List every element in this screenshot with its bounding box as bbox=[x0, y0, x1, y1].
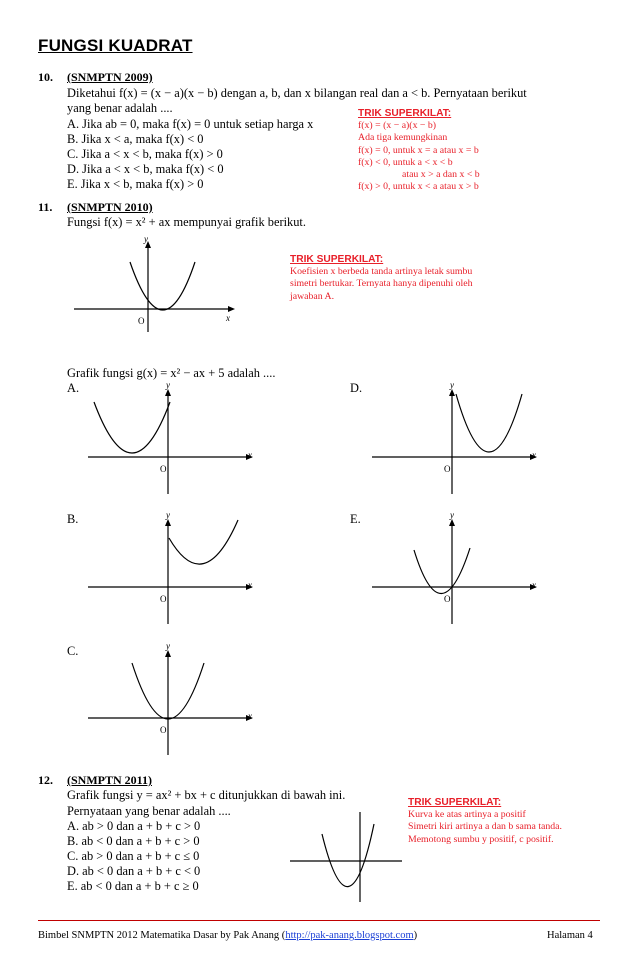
q12-trick-line: Memotong sumbu y positif, c positif. bbox=[408, 833, 554, 845]
origin-label: O bbox=[160, 464, 167, 474]
q10-trick-box bbox=[358, 108, 480, 193]
q10-option-e: E. Jika x < b, maka f(x) > 0 bbox=[67, 177, 204, 191]
q11-option-a-label: A. bbox=[67, 381, 80, 395]
q11-trick-box bbox=[290, 254, 473, 303]
footer-credit: Bimbel SNMPTN 2012 Matematika Dasar by Pak Anang ( bbox=[38, 930, 286, 941]
q10-option-c: C. Jika a < x < b, maka f(x) > 0 bbox=[67, 147, 223, 161]
q12-trick-heading: TRIK SUPERKILAT: bbox=[408, 797, 502, 808]
q12-number: 12. bbox=[38, 773, 53, 787]
q10-stem-line1: Diketahui f(x) = (x − a)(x − b) dengan a, b, dan x bilangan real dan a < b. Pernyataan berikut bbox=[67, 86, 527, 100]
q11-trick-line: Koefisien x berbeda tanda artinya letak sumbu bbox=[290, 266, 473, 278]
q11-option-d-label: D. bbox=[350, 381, 363, 395]
q10-trick-line: f(x) = (x − a)(x − b) bbox=[358, 120, 437, 132]
page-number: Halaman 4 bbox=[547, 930, 593, 941]
q11-stem: Fungsi f(x) = x² + ax mempunyai grafik berikut. bbox=[67, 215, 306, 229]
parabola-curve bbox=[130, 262, 195, 310]
q10-stem-line2: yang benar adalah .... bbox=[67, 101, 173, 115]
q12-source: (SNMPTN 2011) bbox=[67, 773, 152, 787]
q10-trick-line: Ada tiga kemungkinan bbox=[358, 132, 448, 144]
q11-option-b-label: B. bbox=[67, 512, 79, 526]
q10-trick-heading: TRIK SUPERKILAT: bbox=[358, 108, 452, 119]
q12-trick-box bbox=[408, 797, 562, 846]
q10-trick-line: f(x) < 0, untuk a < x < b bbox=[358, 156, 453, 168]
q12-trick-line: Simetri kiri artinya a dan b sama tanda. bbox=[408, 821, 562, 833]
graph-option-e bbox=[372, 512, 542, 624]
q11-number: 11. bbox=[38, 200, 53, 214]
q12-option-d: D. ab < 0 dan a + b + c < 0 bbox=[67, 864, 201, 878]
y-label: y bbox=[166, 380, 170, 390]
graph-option-b bbox=[88, 512, 258, 624]
q11-option-c-label: C. bbox=[67, 644, 79, 658]
y-label: y bbox=[450, 510, 454, 520]
origin-label: O bbox=[444, 594, 451, 604]
q10-option-b: B. Jika x < a, maka f(x) < 0 bbox=[67, 132, 204, 146]
q10-trick-line: f(x) = 0, untuk x = a atau x = b bbox=[358, 144, 479, 156]
q11-trick-heading: TRIK SUPERKILAT: bbox=[290, 254, 384, 265]
origin-label: O bbox=[138, 316, 145, 326]
q10-option-a: A. Jika ab = 0, maka f(x) = 0 untuk setiap harga x bbox=[67, 117, 314, 131]
q12-option-c: C. ab > 0 dan a + b + c ≤ 0 bbox=[67, 849, 200, 863]
y-label: y bbox=[450, 380, 454, 390]
y-label: y bbox=[166, 510, 170, 520]
q12-option-a: A. ab > 0 dan a + b + c > 0 bbox=[67, 819, 201, 833]
q12-stem-line1: Grafik fungsi y = ax² + bx + c ditunjukkan di bawah ini. bbox=[67, 788, 346, 802]
footer-link[interactable]: http://pak-anang.blogspot.com bbox=[285, 930, 414, 941]
origin-label: O bbox=[444, 464, 451, 474]
q10-number: 10. bbox=[38, 70, 53, 84]
x-label: x bbox=[248, 711, 252, 721]
graph-option-c bbox=[88, 643, 258, 755]
footer-credit-end: ) bbox=[413, 930, 418, 941]
x-label: x bbox=[226, 313, 230, 323]
origin-label: O bbox=[160, 594, 167, 604]
graph-f bbox=[60, 232, 240, 332]
graph-option-a bbox=[88, 382, 258, 494]
q11-option-e-label: E. bbox=[350, 512, 361, 526]
q12-stem-line2: Pernyataan yang benar adalah .... bbox=[67, 804, 231, 818]
q10-trick-line: atau x > a dan x < b bbox=[402, 169, 480, 181]
y-label: y bbox=[166, 641, 170, 651]
footer-divider bbox=[38, 920, 600, 921]
q11-trick-line: jawaban A. bbox=[290, 290, 335, 302]
q11-source: (SNMPTN 2010) bbox=[67, 200, 153, 214]
q12-option-e: E. ab < 0 dan a + b + c ≥ 0 bbox=[67, 879, 199, 893]
page-title: FUNGSI KUADRAT bbox=[38, 36, 193, 55]
x-label: x bbox=[532, 450, 536, 460]
origin-label: O bbox=[160, 725, 167, 735]
q12-trick-line: Kurva ke atas artinya a positif bbox=[408, 809, 526, 821]
x-label: x bbox=[532, 580, 536, 590]
q10-option-d: D. Jika a < x < b, maka f(x) < 0 bbox=[67, 162, 224, 176]
graph-option-d bbox=[372, 382, 542, 494]
q11-question: Grafik fungsi g(x) = x² − ax + 5 adalah .... bbox=[67, 366, 276, 380]
x-label: x bbox=[248, 450, 252, 460]
q11-trick-line: simetri bertukar. Ternyata hanya dipenuhi oleh bbox=[290, 278, 473, 290]
y-label: y bbox=[144, 234, 148, 244]
q10-source: (SNMPTN 2009) bbox=[67, 70, 153, 84]
q10-trick-line: f(x) > 0, untuk x < a atau x > b bbox=[358, 181, 479, 193]
graph-q12 bbox=[290, 812, 405, 902]
q12-option-b: B. ab < 0 dan a + b + c > 0 bbox=[67, 834, 200, 848]
footer-text bbox=[38, 930, 417, 941]
x-label: x bbox=[248, 580, 252, 590]
